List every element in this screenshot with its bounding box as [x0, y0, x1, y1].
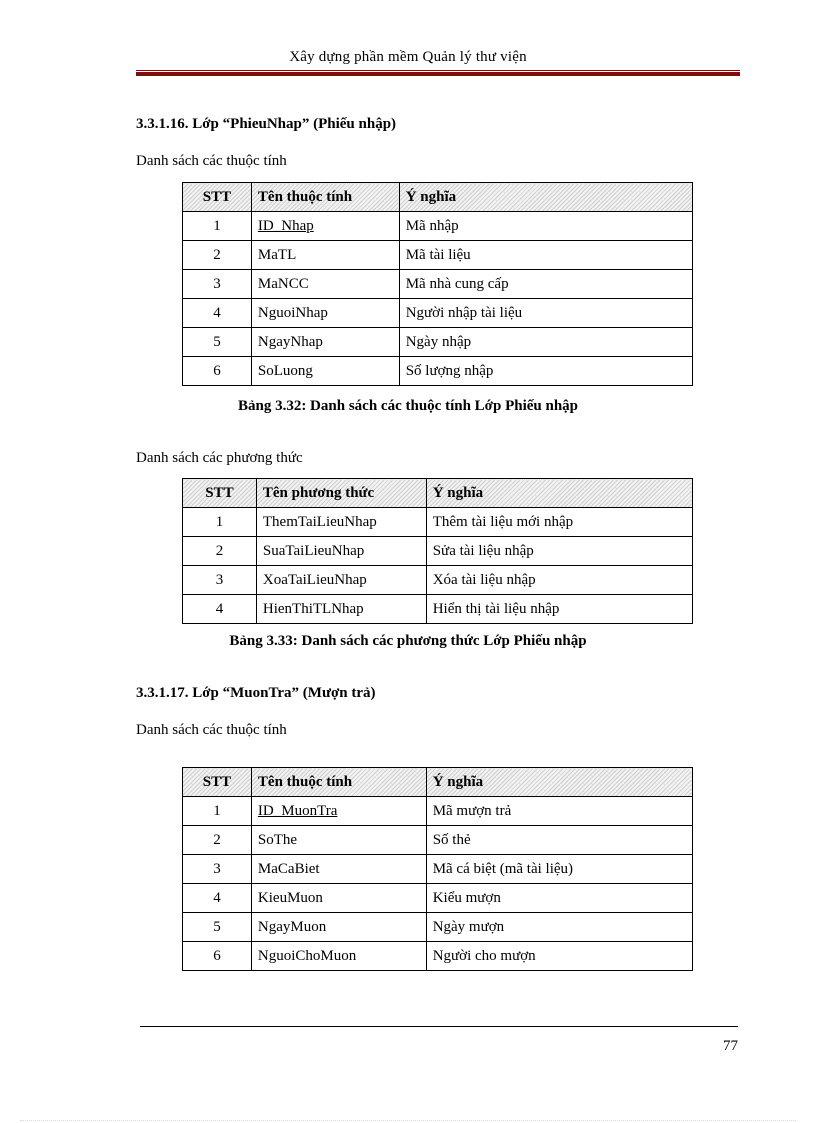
table-cell: NguoiChoMuon — [251, 942, 426, 971]
table-cell: NguoiNhap — [251, 299, 399, 328]
table-row — [183, 328, 693, 357]
table-cell: Sửa tài liệu nhập — [426, 537, 692, 566]
table-cell: NgayMuon — [251, 913, 426, 942]
table-row — [183, 913, 693, 942]
table-cell: NgayNhap — [251, 328, 399, 357]
section-heading-muontra: 3.3.1.17. Lớp “MuonTra” (Mượn trả) — [136, 685, 376, 701]
column-header: Ý nghĩa — [426, 479, 692, 508]
table-caption: Bảng 3.32: Danh sách các thuộc tính Lớp Phiếu nhập — [237, 398, 579, 414]
page-number: 77 — [723, 1038, 738, 1054]
attributes-table-muontra — [182, 767, 693, 971]
table-row — [183, 508, 693, 537]
table-cell: 4 — [183, 884, 252, 913]
methods-table-phieunhap — [182, 478, 693, 624]
table-row — [183, 855, 693, 884]
table-header-row — [183, 768, 693, 797]
table-cell: 1 — [183, 212, 252, 241]
table-cell: KieuMuon — [251, 884, 426, 913]
table-cell: Hiển thị tài liệu nhập — [426, 595, 692, 624]
table-cell: Thêm tài liệu mới nhập — [426, 508, 692, 537]
table-cell: 3 — [183, 855, 252, 884]
header-rule-thin — [136, 70, 740, 71]
table-cell: 3 — [183, 566, 257, 595]
table-row — [183, 270, 693, 299]
table-cell: Mã nhập — [399, 212, 692, 241]
table-cell: MaTL — [251, 241, 399, 270]
table-row — [183, 566, 693, 595]
column-header: Tên thuộc tính — [251, 183, 399, 212]
table-cell: Ngày mượn — [426, 913, 692, 942]
table-cell: Xóa tài liệu nhập — [426, 566, 692, 595]
table-cell: 1 — [183, 508, 257, 537]
table-caption: Bảng 3.33: Danh sách các phương thức Lớp Phiếu nhập — [229, 633, 587, 649]
column-header: STT — [183, 183, 252, 212]
table-row — [183, 595, 693, 624]
table-cell: Mã cá biệt (mã tài liệu) — [426, 855, 692, 884]
table-cell: 5 — [183, 913, 252, 942]
table-row — [183, 357, 693, 386]
table-header-row — [183, 479, 693, 508]
table-row — [183, 826, 693, 855]
table-cell: Mã tài liệu — [399, 241, 692, 270]
table-cell: 2 — [183, 241, 252, 270]
table-cell: MaNCC — [251, 270, 399, 299]
table-cell: Mã nhà cung cấp — [399, 270, 692, 299]
table-cell: SoThe — [251, 826, 426, 855]
table-cell: Số lượng nhập — [399, 357, 692, 386]
table-row — [183, 299, 693, 328]
table-cell: XoaTaiLieuNhap — [256, 566, 426, 595]
header-rule-thick — [136, 72, 740, 76]
table-cell: ThemTaiLieuNhap — [256, 508, 426, 537]
page-header-title: Xây dựng phần mềm Quản lý thư viện — [289, 49, 527, 65]
page-edge-dotted-line — [20, 1120, 796, 1121]
table-cell: 4 — [183, 299, 252, 328]
table-row — [183, 797, 693, 826]
attributes-table-phieunhap — [182, 182, 693, 386]
column-header: STT — [183, 479, 257, 508]
table-cell: 5 — [183, 328, 252, 357]
table-cell: 6 — [183, 942, 252, 971]
column-header: Tên thuộc tính — [251, 768, 426, 797]
column-header: Ý nghĩa — [426, 768, 692, 797]
table-cell: Số thẻ — [426, 826, 692, 855]
table-cell: SoLuong — [251, 357, 399, 386]
column-header: Tên phương thức — [256, 479, 426, 508]
column-header: STT — [183, 768, 252, 797]
table-cell: Kiểu mượn — [426, 884, 692, 913]
section-heading-phieunhap: 3.3.1.16. Lớp “PhieuNhap” (Phiếu nhập) — [136, 116, 397, 132]
methods-intro-phieunhap: Danh sách các phương thức — [136, 450, 303, 466]
table-cell: Người cho mượn — [426, 942, 692, 971]
table-row — [183, 537, 693, 566]
table-header-row — [183, 183, 693, 212]
table-row — [183, 241, 693, 270]
table-cell: Người nhập tài liệu — [399, 299, 692, 328]
table-row — [183, 942, 693, 971]
table-cell: 2 — [183, 537, 257, 566]
table-cell: SuaTaiLieuNhap — [256, 537, 426, 566]
table-cell: ID_Nhap — [251, 212, 399, 241]
table-cell: Ngày nhập — [399, 328, 692, 357]
table-cell: ID_MuonTra — [251, 797, 426, 826]
table-row — [183, 884, 693, 913]
table-row — [183, 212, 693, 241]
attributes-intro-muontra: Danh sách các thuộc tính — [136, 722, 287, 738]
table-cell: 4 — [183, 595, 257, 624]
footer-rule — [140, 1026, 738, 1027]
table-cell: 2 — [183, 826, 252, 855]
attributes-intro-phieunhap: Danh sách các thuộc tính — [136, 153, 287, 169]
table-cell: 3 — [183, 270, 252, 299]
table-cell: 1 — [183, 797, 252, 826]
table-cell: 6 — [183, 357, 252, 386]
column-header: Ý nghĩa — [399, 183, 692, 212]
table-cell: Mã mượn trả — [426, 797, 692, 826]
table-cell: HienThiTLNhap — [256, 595, 426, 624]
table-cell: MaCaBiet — [251, 855, 426, 884]
